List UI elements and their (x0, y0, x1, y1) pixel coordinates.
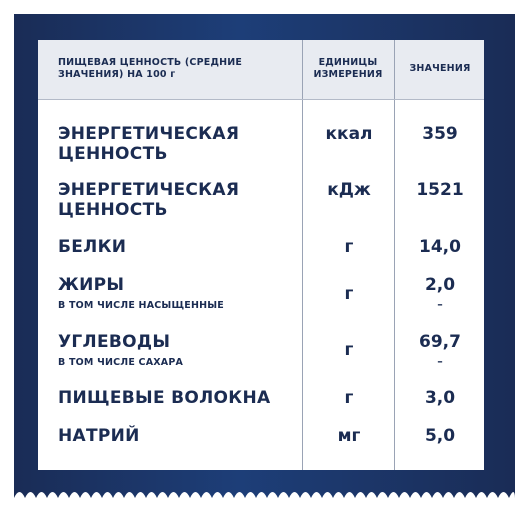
nutrition-table (38, 40, 484, 470)
row-value: 69,7 (419, 332, 461, 352)
row-value: 5,0 (424, 426, 456, 446)
row-name: ЖИРЫ (58, 275, 125, 295)
row-value: 2,0 (424, 275, 456, 295)
header-units: ЕДИНИЦЫ ИЗМЕРЕНИЯ (313, 57, 383, 80)
row-name: УГЛЕВОДЫ (58, 332, 171, 352)
row-unit: кДж (327, 180, 371, 200)
row-value: 3,0 (424, 388, 456, 408)
row-name: ЭНЕРГЕТИЧЕСКАЯ ЦЕННОСТЬ (58, 124, 240, 164)
header-values: ЗНАЧЕНИЯ (409, 63, 471, 74)
row-unit: г (344, 340, 354, 360)
row-name: БЕЛКИ (58, 237, 127, 257)
row-subvalue: – (437, 355, 443, 368)
row-subname: В ТОМ ЧИСЛЕ САХАРА (58, 357, 184, 368)
header-divider (38, 99, 484, 100)
row-subname: В ТОМ ЧИСЛЕ НАСЫЩЕННЫЕ (58, 300, 224, 311)
row-value: 14,0 (419, 237, 461, 257)
header-nutrition: ПИЩЕВАЯ ЦЕННОСТЬ (СРЕДНИЕ ЗНАЧЕНИЯ) НА 100 г (58, 57, 243, 80)
row-unit: г (344, 284, 354, 304)
scalloped-edge (14, 486, 515, 518)
row-unit: г (344, 388, 354, 408)
row-unit: мг (337, 426, 361, 446)
row-value: 359 (422, 124, 458, 144)
row-name: ПИЩЕВЫЕ ВОЛОКНА (58, 388, 271, 408)
row-name: ЭНЕРГЕТИЧЕСКАЯ ЦЕННОСТЬ (58, 180, 240, 220)
row-unit: г (344, 237, 354, 257)
row-unit: ккал (325, 124, 373, 144)
row-name: НАТРИЙ (58, 426, 140, 446)
row-value: 1521 (416, 180, 464, 200)
row-subvalue: – (437, 298, 443, 311)
